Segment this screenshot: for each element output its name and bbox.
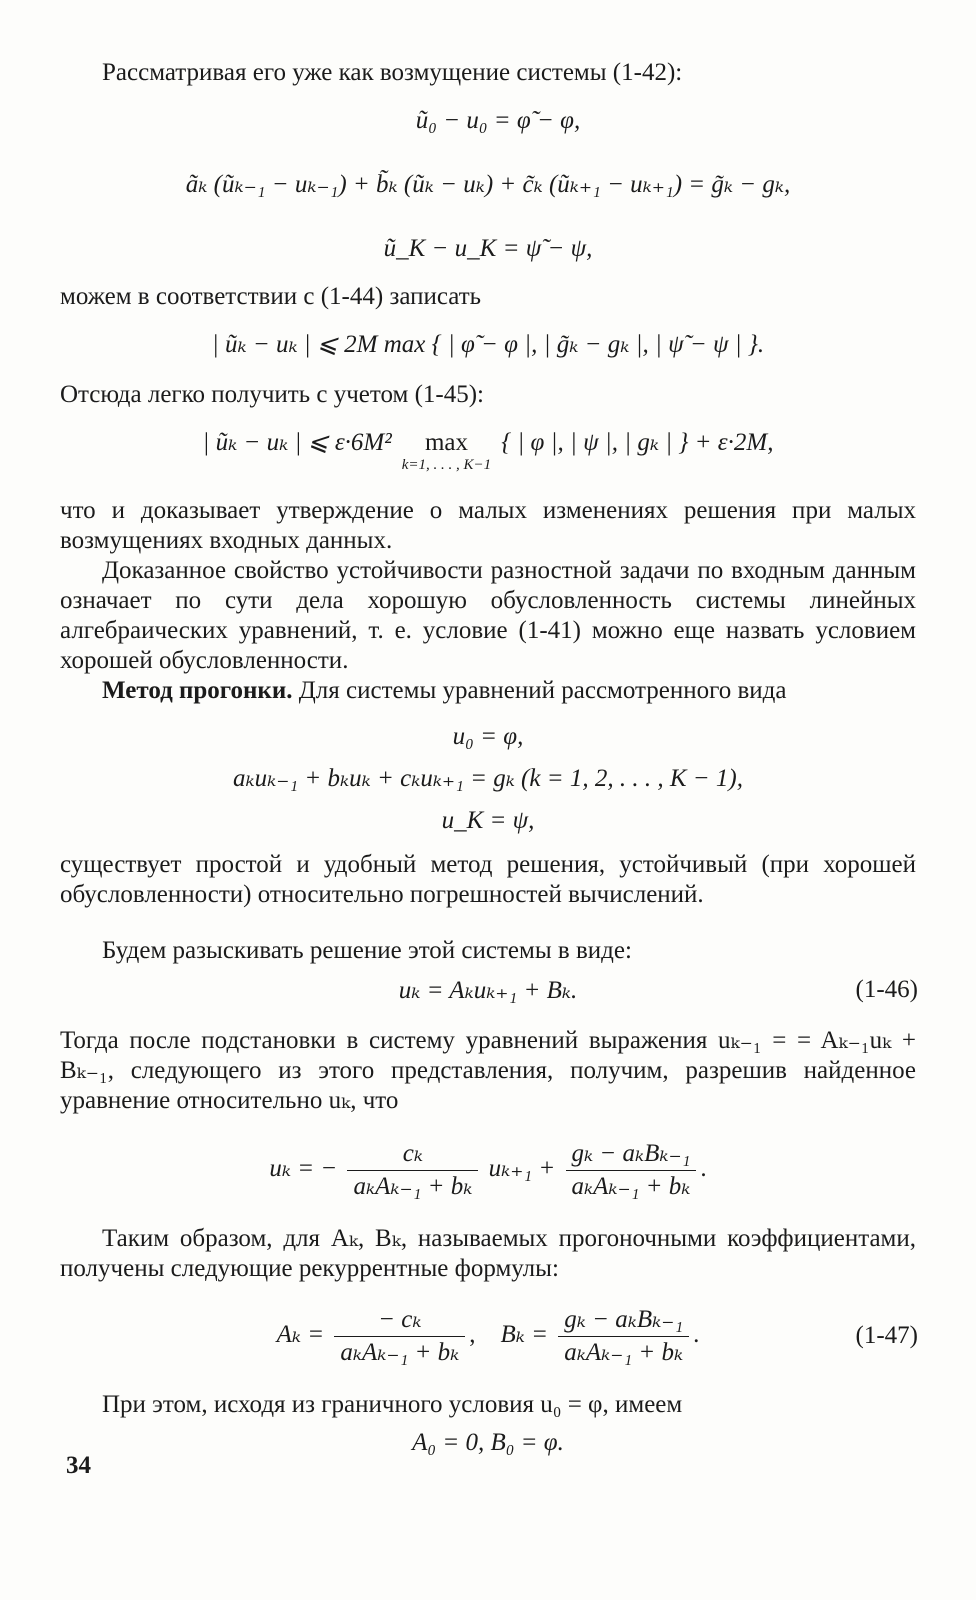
- section-heading-sweep: Метод прогонки.: [102, 677, 293, 704]
- paragraph-conclusion: что и доказывает утверждение о малых изменениях решения при малых возмущениях входных данных.: [60, 497, 916, 554]
- intro-text: Рассматривая его уже как возмущение системы (1-42):: [102, 59, 683, 86]
- paragraph-sweep-coefficients: Таким образом, для Aₖ, Bₖ, называемых прогоночными коэффициентами, получены следующие рекуррентные формулы:: [60, 1225, 916, 1282]
- equation-initial-values: A₀ = 0, B₀ = φ.: [412, 1429, 564, 1456]
- paragraph-stability: Доказанное свойство устойчивости разностной задачи по входным данным означает по сути дела хорошую обусловленность системы линейных алгебраических уравнений, т. е. условие (1-41) можно еще назвать условием хорошей обусловленности.: [60, 557, 916, 674]
- page-number: 34: [66, 1452, 91, 1479]
- equation-number-1-47: (1-47): [855, 1322, 918, 1349]
- equation-boundary-right: ũ_K − u_K = ψ̃ − ψ,: [383, 235, 593, 262]
- paragraph-simple-method: существует простой и удобный метод решения, устойчивый (при хорошей обусловленности) относительно погрешностей вычислений.: [60, 851, 916, 908]
- equation-uk-solved: uₖ = − $\frac{\text{cₖ}}{\text{aₖAₖ₋₁ + bₖ}}$ uₖ₊₁ + $\frac{\text{gₖ − aₖBₖ₋₁}}{\text{aₖAₖ₋₁ + bₖ}}$ .: [269, 1140, 707, 1200]
- equation-boundary-left: ũ₀ − u₀ = φ̃ − φ,: [415, 107, 581, 134]
- paragraph-1-44: можем в соответствии с (1-44) записать: [60, 283, 482, 310]
- max-operator: max k=1, . . . , K−1: [401, 429, 492, 473]
- paragraph-1-45: Отсюда легко получить с учетом (1-45):: [60, 381, 484, 408]
- eq-5-right: { | φ |, | ψ |, | gₖ | } + ε·2M,: [501, 429, 774, 456]
- equation-u0: u₀ = φ,: [452, 723, 524, 750]
- equation-tridiagonal: aₖuₖ₋₁ + bₖuₖ + cₖuₖ₊₁ = gₖ (k = 1, 2, . . . , K − 1),: [233, 765, 743, 792]
- equation-uk: u_K = ψ,: [441, 807, 535, 834]
- fraction-2: $\frac{\text{gₖ − aₖBₖ₋₁}}{\text{aₖAₖ₋₁ + bₖ}}$: [566, 1140, 697, 1201]
- paragraph-sweep-method: Метод прогонки. Для системы уравнений рассмотренного вида: [102, 677, 787, 704]
- paragraph-search-form: Будем разыскивать решение этой системы в виде:: [102, 937, 632, 964]
- paragraph-substitution: Тогда после подстановки в систему уравнений выражения uₖ₋₁ = = Aₖ₋₁uₖ + Bₖ₋₁, следующего из этого представления, получим, разрешив найденное уравнение относительно uₖ, что: [60, 1027, 916, 1114]
- equation-number-1-46: (1-46): [855, 976, 918, 1003]
- paragraph-boundary: При этом, исходя из граничного условия u₀ = φ, имеем: [102, 1391, 683, 1418]
- fraction-a: $\frac{\text{− cₖ}}{\text{aₖAₖ₋₁ + bₖ}}$: [334, 1306, 465, 1367]
- max-limits: k=1, . . . , K−1: [401, 457, 492, 473]
- fraction-1: $\frac{\text{cₖ}}{\text{aₖAₖ₋₁ + bₖ}}$: [347, 1140, 478, 1201]
- equation-estimate-2m: | ũₖ − uₖ | ⩽ 2M max { | φ̃ − φ |, | g̃ₖ − gₖ |, | ψ̃ − ψ | }.: [211, 331, 765, 358]
- equation-perturbed-system: ãₖ (ũₖ₋₁ − uₖ₋₁) + b̃ₖ (ũₖ − uₖ) + c̃ₖ (ũₖ₊₁ − uₖ₊₁) = g̃ₖ − gₖ,: [185, 171, 791, 198]
- equation-1-47: Aₖ = $\frac{\text{− cₖ}}{\text{aₖAₖ₋₁ + bₖ}}$ , Bₖ = $\frac{\text{gₖ − aₖBₖ₋₁}}{\text{aₖAₖ₋₁ + bₖ}}$ .: [276, 1306, 700, 1366]
- eq-5-left: | ũₖ − uₖ | ⩽ ε·6M²: [202, 429, 392, 456]
- equation-estimate-eps: [0, 428, 976, 472]
- equation-1-46: uₖ = Aₖuₖ₊₁ + Bₖ.: [398, 977, 578, 1004]
- fraction-b: $\frac{\text{gₖ − aₖBₖ₋₁}}{\text{aₖAₖ₋₁ + bₖ}}$: [558, 1306, 689, 1367]
